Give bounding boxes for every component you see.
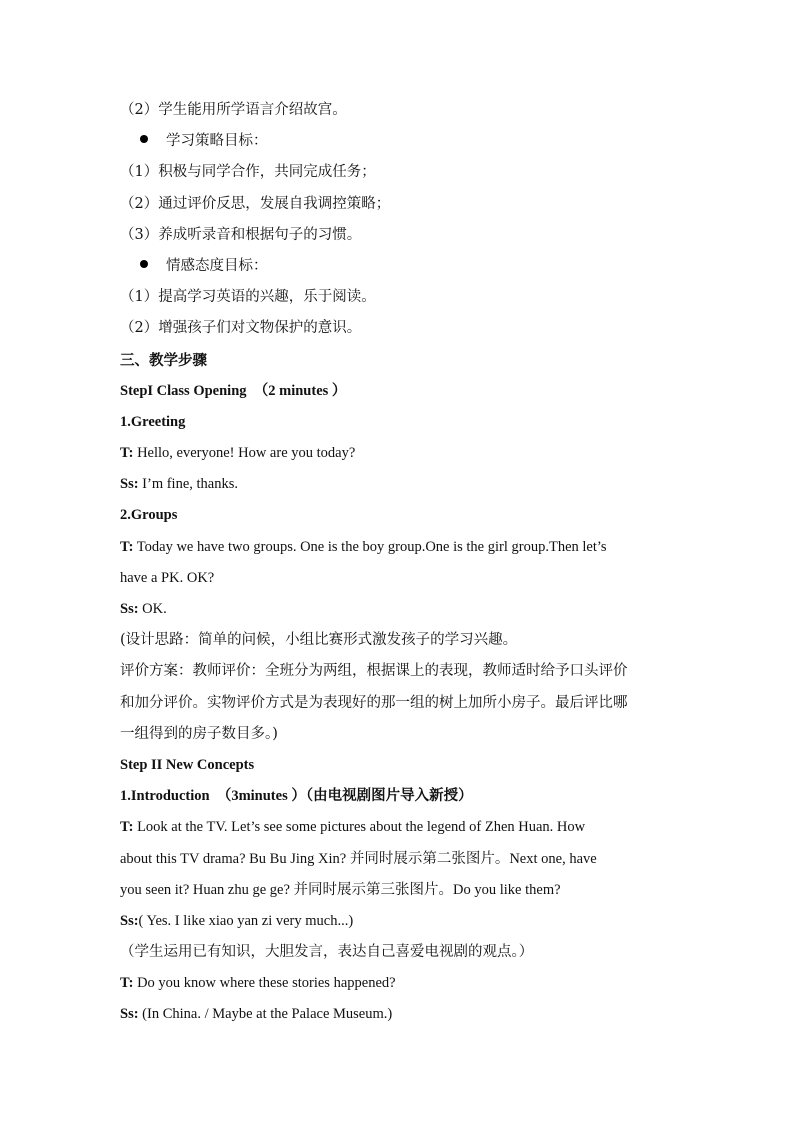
strategy-line-3: （3）养成听录音和根据句子的习惯。 <box>120 226 362 243</box>
step-heading-1: StepI Class Opening （2 minutes ） <box>120 382 347 399</box>
strategy-line-2: （2）通过评价反思，发展自我调控策略； <box>120 195 391 212</box>
section-heading: 三、教学步骤 <box>120 351 207 369</box>
dialogue-line: T: Hello, everyone! How are you today? <box>120 445 356 462</box>
sub-heading-introduction: 1.Introduction （3minutes ）（由电视剧图片导入新授） <box>120 788 473 805</box>
dialogue-line-cont: about this TV drama? Bu Bu Jing Xin? 并同时展示第二张图片。Next one, have <box>120 850 597 867</box>
dialogue-line-cont: you seen it? Huan zhu ge ge? 并同时展示第三张图片。Do you like them? <box>120 881 561 898</box>
bullet-icon <box>140 260 148 268</box>
dialogue-line: T: Today we have two groups. One is the boy group.One is the girl group.Then let’s <box>120 538 607 555</box>
dialogue-line: Ss: I’m fine, thanks. <box>120 476 239 493</box>
student-note: （学生运用已有知识，大胆发言，表达自己喜爱电视剧的观点。） <box>120 944 534 961</box>
dialogue-line: T: Look at the TV. Let’s see some pictures about the legend of Zhen Huan. How <box>120 819 586 836</box>
evaluation-note-2: 和加分评价。实物评价方式是为表现好的那一组的树上加所小房子。最后评比哪 <box>120 694 628 711</box>
attitude-line-1: （1）提高学习英语的兴趣，乐于阅读。 <box>120 289 376 306</box>
objective-line: （2）学生能用所学语言介绍故宫。 <box>120 102 347 118</box>
bullet-heading-attitude: 情感态度目标： <box>120 251 676 282</box>
bullet-heading-strategy: 学习策略目标： <box>120 126 676 157</box>
step-heading-2: Step II New Concepts <box>120 756 255 773</box>
dialogue-line: Ss:( Yes. I like xiao yan zi very much...) <box>120 912 354 929</box>
sub-heading-greeting: 1.Greeting <box>120 413 186 430</box>
dialogue-line: T: Do you know where these stories happened? <box>120 975 396 992</box>
strategy-line-1: （1）积极与同学合作，共同完成任务； <box>120 164 376 181</box>
dialogue-line: Ss: OK. <box>120 601 167 617</box>
design-note: (设计思路：简单的问候，小组比赛形式激发孩子的学习兴趣。 <box>120 632 518 649</box>
evaluation-note-1: 评价方案：教师评价：全班分为两组，根据课上的表现，教师适时给予口头评价 <box>120 663 628 680</box>
dialogue-line-cont: have a PK. OK? <box>120 569 215 586</box>
document-page <box>120 95 676 1031</box>
attitude-line-2: （2）增强孩子们对文物保护的意识。 <box>120 320 362 337</box>
sub-heading-groups: 2.Groups <box>120 507 178 524</box>
evaluation-note-3: 一组得到的房子数目多。) <box>120 725 278 742</box>
dialogue-line: Ss: (In China. / Maybe at the Palace Museum.) <box>120 1006 393 1023</box>
bullet-icon <box>140 135 148 143</box>
